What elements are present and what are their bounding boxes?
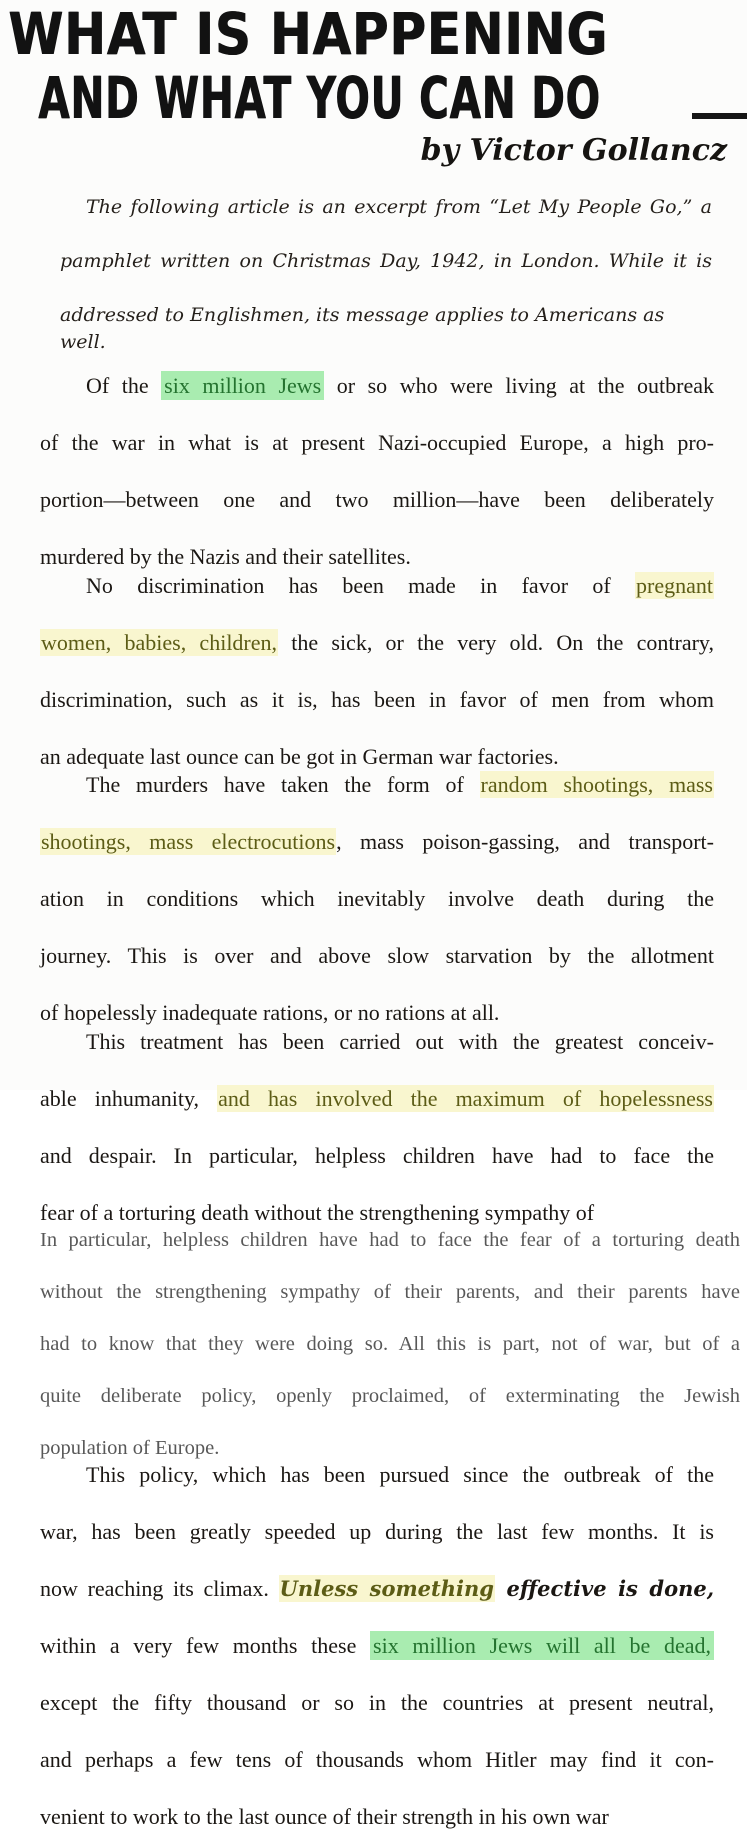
text-line <box>40 1199 714 1228</box>
yellow-highlighted-text: Unless something <box>279 1576 494 1601</box>
text-run: The murders have taken the form of <box>86 772 480 797</box>
editorial-note-line: pamphlet written on Christmas Day, 1942, in London. While it is <box>60 250 712 272</box>
text-line <box>40 1142 714 1199</box>
print-paragraph <box>40 572 742 772</box>
text-run: fear of a torturing death without the strengthening sympathy of <box>40 1199 595 1225</box>
headline-rule <box>692 113 747 119</box>
text-run: an adequate last ounce can be got in German war factories. <box>40 743 559 769</box>
text-line <box>40 1461 714 1518</box>
text-line <box>40 1331 740 1383</box>
text-run: population of Europe. <box>40 1437 220 1459</box>
transcription-paragraph <box>40 1227 742 1461</box>
print-paragraph <box>40 1028 742 1228</box>
green-highlighted-text: six million Jews <box>161 371 324 400</box>
text-line <box>40 771 714 828</box>
text-run: of the war in what is at present Nazi-occupied Europe, a high pro- <box>40 430 714 455</box>
green-highlighted-text: six million Jews will all be dead, <box>370 1631 714 1660</box>
text-line <box>40 429 714 486</box>
text-line <box>40 1746 714 1803</box>
headline-line-1 <box>8 0 747 68</box>
text-line <box>40 572 714 629</box>
text-run: had to know that they were doing so. All this is part, not of war, but of a <box>40 1333 740 1355</box>
text-line <box>40 1518 714 1575</box>
yellow-highlighted-text: random shootings, mass <box>480 772 713 797</box>
text-line <box>40 1028 714 1085</box>
yellow-highlighted-text: and has involved the maximum of hopelessness <box>218 1085 713 1111</box>
text-run: or so who were living at the outbreak <box>324 373 715 398</box>
text-line <box>40 1803 714 1832</box>
editorial-note-line: The following article is an excerpt from “Let My People Go,” a <box>86 196 712 218</box>
masthead <box>0 0 747 172</box>
yellow-highlighted-text: women, babies, children, <box>41 629 278 655</box>
text-run: and perhaps a few tens of thousands whom Hitler may find it con- <box>40 1747 714 1772</box>
text-line <box>40 372 714 429</box>
text-run: without the strengthening sympathy of their parents, and their parents have <box>40 1281 740 1303</box>
text-run: now reaching its climax. <box>40 1576 279 1601</box>
byline: by Victor Gollancz <box>420 133 727 168</box>
print-paragraph <box>40 372 742 572</box>
text-line <box>40 1435 740 1461</box>
text-line <box>40 1227 740 1279</box>
text-run: ation in conditions which inevitably involve death during the <box>40 886 714 911</box>
text-run: within a very few months these <box>40 1633 371 1658</box>
headline-text-2: AND WHAT YOU CAN DO <box>38 64 601 132</box>
headline-line-2 <box>38 64 747 132</box>
text-run: venient to work to the last ounce of their strength in his own war <box>40 1804 609 1829</box>
text-line <box>40 743 714 772</box>
text-line <box>40 1689 714 1746</box>
text-run: , mass poison-gassing, and transport- <box>336 829 714 854</box>
text-run: Of the <box>86 373 162 398</box>
text-run: portion—between one and two million—have been deliberately <box>40 487 714 512</box>
text-line <box>40 828 714 885</box>
text-line <box>40 1383 740 1435</box>
text-line <box>40 1279 740 1331</box>
text-line <box>40 942 714 999</box>
text-run: except the fifty thousand or so in the countries at present neutral, <box>40 1690 714 1715</box>
text-run: This treatment has been carried out with the greatest conceiv- <box>86 1028 714 1054</box>
text-line <box>40 686 714 743</box>
text-line <box>40 885 714 942</box>
text-run: the sick, or the very old. On the contrary, <box>278 629 714 655</box>
text-run: discrimination, such as it is, has been in favor of men from whom <box>40 686 714 712</box>
text-run <box>495 1576 507 1601</box>
text-run: This policy, which has been pursued since the outbreak of the <box>86 1462 714 1487</box>
text-run: and despair. In particular, helpless children have had to face the <box>40 1142 714 1168</box>
text-line <box>40 543 714 572</box>
text-run: In particular, helpless children have had to face the fear of a torturing death <box>40 1229 740 1251</box>
text-line <box>40 1632 714 1689</box>
headline-text-1: WHAT IS HAPPENING <box>8 0 608 68</box>
article-body <box>40 372 742 1832</box>
text-line <box>40 999 714 1028</box>
text-run: able inhumanity, <box>40 1085 218 1111</box>
print-paragraph <box>40 1461 742 1832</box>
text-line <box>40 629 714 686</box>
text-run: journey. This is over and above slow starvation by the allotment <box>40 943 714 968</box>
text-run: effective is done, <box>506 1576 715 1601</box>
yellow-highlighted-text: pregnant <box>636 572 713 598</box>
editorial-note <box>60 194 712 356</box>
editorial-note-line: addressed to Englishmen, its message applies to Americans as well. <box>60 304 665 353</box>
text-line <box>40 1085 714 1142</box>
text-run: No discrimination has been made in favor of <box>86 572 636 598</box>
yellow-highlighted-text: shootings, mass electrocutions <box>41 829 336 854</box>
text-run: of hopelessly inadequate rations, or no rations at all. <box>40 1000 500 1025</box>
text-run: quite deliberate policy, openly proclaimed, of exterminating the Jewish <box>40 1385 740 1407</box>
text-run: murdered by the Nazis and their satellites. <box>40 544 411 569</box>
text-line <box>40 1575 714 1632</box>
text-line <box>40 486 714 543</box>
print-paragraph <box>40 771 742 1028</box>
text-run: war, has been greatly speeded up during the last few months. It is <box>40 1519 714 1544</box>
